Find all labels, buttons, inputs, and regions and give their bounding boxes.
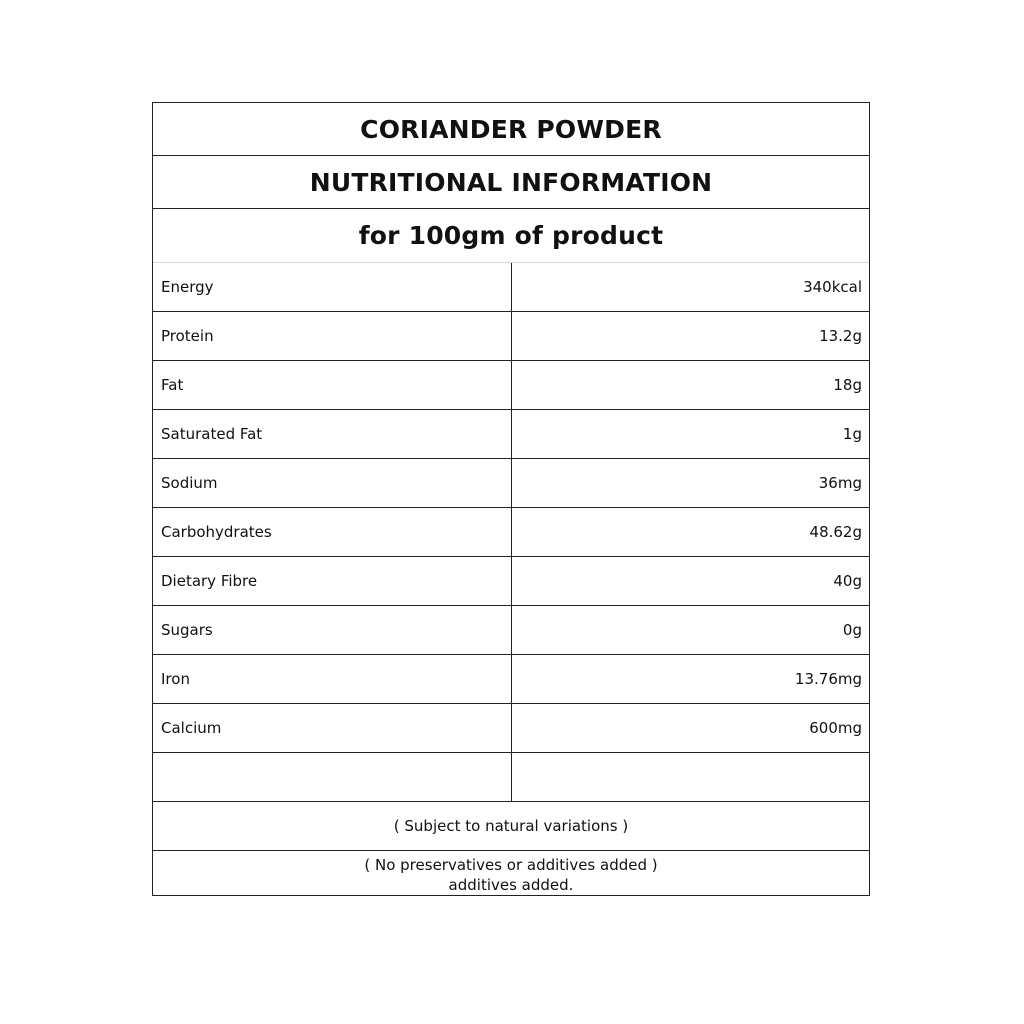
table-row [153, 312, 869, 361]
table-row [153, 557, 869, 606]
nutrient-name: Calcium [153, 704, 512, 752]
table-row-empty [153, 753, 869, 802]
nutrition-panel [152, 102, 870, 896]
product-title: CORIANDER POWDER [153, 103, 869, 156]
nutrient-value: 1g [842, 425, 862, 443]
nutrient-name [153, 753, 512, 801]
nutrient-value: 13.76mg [794, 670, 862, 688]
nutrient-value: 13.2g [819, 327, 862, 345]
nutrient-value: 36mg [818, 474, 862, 492]
table-row [153, 508, 869, 557]
nutrient-name: Carbohydrates [153, 508, 512, 556]
nutrient-name: Dietary Fibre [153, 557, 512, 605]
preservatives-note [153, 851, 869, 899]
nutrient-name: Iron [153, 655, 512, 703]
preservatives-note-line2: additives added. [448, 876, 574, 894]
table-row [153, 361, 869, 410]
variations-note: ( Subject to natural variations ) [153, 802, 869, 851]
table-row [153, 655, 869, 704]
nutrient-name: Saturated Fat [153, 410, 512, 458]
nutrient-name: Fat [153, 361, 512, 409]
table-row [153, 606, 869, 655]
nutrient-value: 48.62g [809, 523, 862, 541]
section-heading: NUTRITIONAL INFORMATION [153, 156, 869, 209]
table-row [153, 410, 869, 459]
table-row [153, 459, 869, 508]
nutrient-value: 600mg [809, 719, 862, 737]
nutrient-value [512, 753, 869, 801]
table-row [153, 263, 869, 312]
nutrient-name: Sodium [153, 459, 512, 507]
nutrient-value: 40g [833, 572, 862, 590]
nutrient-name: Sugars [153, 606, 512, 654]
preservatives-note-line1: ( No preservatives or additives added ) [364, 856, 658, 874]
nutrient-value: 18g [833, 376, 862, 394]
nutrient-name: Protein [153, 312, 512, 360]
nutrient-value: 340kcal [803, 278, 862, 296]
serving-basis: for 100gm of product [153, 209, 869, 263]
nutrient-name: Energy [153, 263, 512, 311]
table-row [153, 704, 869, 753]
nutrient-value: 0g [842, 621, 862, 639]
